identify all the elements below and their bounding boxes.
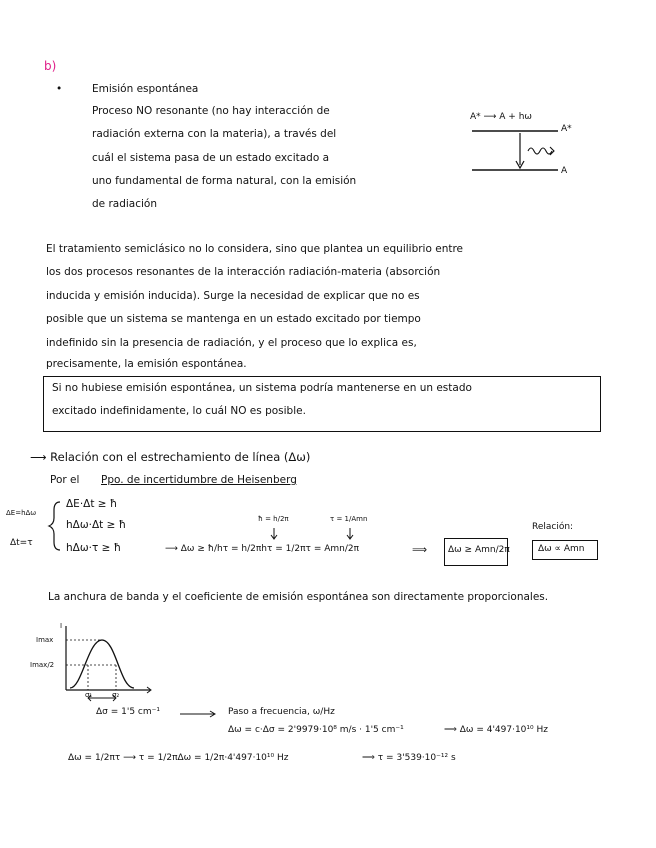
boxed-note-line-2: excitado indefinidamente, lo cuál NO es posible.	[52, 405, 306, 417]
paragraph-line-1: El tratamiento semiclásico no lo considera, sino que plantea un equilibrio entre	[46, 243, 464, 255]
lower-level-label: A	[561, 166, 568, 176]
proportional-expression: Δω ∝ Amn	[538, 544, 585, 554]
hbar-definition: ħ = h/2π	[258, 515, 289, 523]
relation-heading: ⟶ Relación con el estrechamiento de línea (Δω)	[30, 450, 311, 464]
tau-definition: τ = 1/Amn	[330, 515, 368, 523]
side-label-time: Δt=τ	[10, 538, 33, 548]
emission-line-1: Proceso NO resonante (no hay interacción de	[92, 105, 330, 117]
substitution-arrows	[270, 528, 360, 542]
bullet: •	[56, 83, 63, 95]
inequality-1: ΔE·Δt ≥ ħ	[66, 498, 118, 510]
paragraph-line-2: los dos procesos resonantes de la interacción radiación-materia (absorción	[46, 266, 441, 278]
paragraph-line-5: indefinido sin la presencia de radiación, y el proceso que lo explica es,	[46, 337, 417, 349]
graph-y-tick-max: Imax	[36, 636, 54, 644]
result-expression: Δω ≥ Amn/2π	[448, 545, 510, 555]
graph-y-axis-label: I	[60, 622, 63, 630]
emission-line-3: cuál el sistema pasa de un estado excitado a	[92, 152, 330, 164]
brace	[48, 500, 62, 556]
derivation-chain: ⟶ Δω ≥ ħ/hτ = h/2πhτ = 1/2πτ = Amn/2π	[165, 544, 360, 554]
reaction-label: A* ⟶ A + hω	[470, 112, 532, 122]
calc-step-2: Δω = 1/2πτ ⟶ τ = 1/2πΔω = 1/2π·4'497·10¹⁰ Hz	[68, 753, 289, 763]
paragraph-line-4: posible que un sistema se mantenga en un estado excitado por tiempo	[46, 313, 421, 325]
conclusion-text: La anchura de banda y el coeficiente de emisión espontánea son directamente proporcionales.	[48, 591, 549, 603]
relation-per: Por el	[50, 474, 80, 486]
section-label: b)	[44, 59, 57, 73]
relacion-label: Relación:	[532, 522, 574, 532]
boxed-note-line-1: Si no hubiese emisión espontánea, un sistema podría mantenerse en un estado	[52, 382, 472, 394]
implies-arrow: ⟹	[412, 544, 428, 556]
pass-note: Paso a frecuencia, ω/Hz	[228, 707, 335, 717]
heisenberg-principle: Ppo. de incertidumbre de Heisenberg	[101, 474, 297, 486]
graph-x-tick-2: σ₂	[112, 691, 120, 699]
graph-y-tick-half: Imax/2	[30, 661, 55, 669]
emission-line-4: uno fundamental de forma natural, con la emisión	[92, 175, 357, 187]
graph-delta-label: Δσ = 1'5 cm⁻¹	[96, 707, 160, 717]
emission-line-5: de radiación	[92, 198, 157, 210]
calc-step-1-result: ⟹ Δω = 4'497·10¹⁰ Hz	[444, 725, 548, 735]
paragraph-line-3: inducida y emisión inducida). Surge la necesidad de explicar que no es	[46, 290, 420, 302]
graph-x-tick-1: σ₁	[85, 691, 93, 699]
side-label-energy: ΔE=hΔω	[6, 509, 37, 517]
inequality-3: hΔω·τ ≥ ħ	[66, 542, 122, 554]
paragraph-line-6: precisamente, la emisión espontánea.	[46, 358, 247, 370]
emission-line-2: radiación externa con la materia), a través del	[92, 128, 337, 140]
inequality-2: hΔω·Δt ≥ ħ	[66, 519, 127, 531]
pass-arrow	[180, 710, 220, 718]
emission-title: Emisión espontánea	[92, 83, 199, 95]
calc-step-2-result: ⟹ τ = 3'539·10⁻¹² s	[362, 753, 456, 763]
upper-level-label: A*	[561, 124, 572, 134]
calc-step-1: Δω = c·Δσ = 2'9979·10⁸ m/s · 1'5 cm⁻¹	[228, 725, 404, 735]
